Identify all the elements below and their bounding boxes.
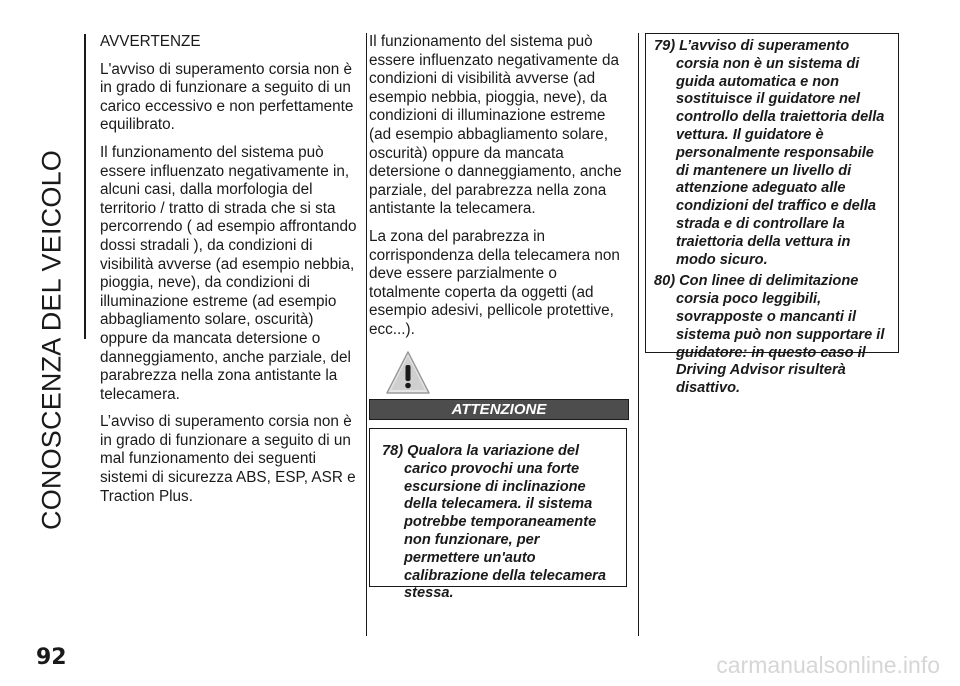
warning-title: ATTENZIONE	[369, 399, 629, 420]
note-item: 78) Qualora la variazione del carico provochi una forte escursione di inclinazione della telecamera. il sistema potrebbe temporaneamente non funzionare, per permettere un'auto calibrazione della telecamera stessa.	[382, 443, 606, 602]
watermark: carmanualsonline.info	[716, 652, 940, 678]
warning-note-box-2	[645, 33, 899, 397]
section-title-text: CONOSCENZA DEL VEICOLO	[36, 150, 67, 530]
column-1	[100, 33, 358, 515]
paragraph: Il funzionamento del sistema può essere influenzato negativamente da condizioni di visibilità avverse (ad esempio nebbia, pioggia, neve), da condizioni di illuminazione estreme (ad esempio abbagliamento solare, oscurità) oppure da mancata detersione o danneggiamento, anche parziale, del parabrezza nella zona antistante la telecamera.	[369, 33, 622, 218]
column-divider-2	[638, 33, 639, 636]
note-item: 79) L’avviso di superamento corsia non è un sistema di guida automatica e non sostituisce il guidatore nel controllo della traiettoria della vettura. Il guidatore è personalmente responsabile di mantenere un livello di attenzione adeguato alle condizioni del traffico e della strada e di controllare la traiettoria della vettura in modo sicuro.	[654, 38, 885, 268]
column-divider-1	[366, 33, 367, 636]
column-2	[369, 33, 631, 349]
section-divider	[84, 34, 86, 339]
warning-note-box	[369, 428, 627, 602]
paragraph: La zona del parabrezza in corrispondenza della telecamera non deve essere parzialmente o totalmente coperta da oggetti (ad esempio adesivi, pellicole protettive, ecc...).	[369, 227, 620, 338]
paragraph: Il funzionamento del sistema può essere influenzato negativamente in, alcuni casi, dalla morfologia del territorio / tratto di strada che si sta percorrendo ( ad esempio affrontando dossi stradali ), da condizioni di visibilità avverse (ad esempio nebbia, pioggia, neve), da condizioni di illuminazione estreme (ad esempio abbagliamento solare, oscurità) oppure da mancata detersione o danneggiamento, anche parziale, del parabrezza nella zona antistante la telecamera.	[100, 143, 357, 403]
column-1-heading: AVVERTENZE	[100, 33, 201, 50]
warning-triangle-icon	[385, 350, 431, 396]
note-item: 80) Con linee di delimitazione corsia poco leggibili, sovrapposte o mancanti il sistema può non supportare il guidatore: in questo caso il Driving Advisor risulterà disattivo.	[654, 273, 885, 397]
paragraph: L'avviso di superamento corsia non è in grado di funzionare a seguito di un carico eccessivo e non perfettamente equilibrato.	[100, 60, 354, 134]
paragraph: L’avviso di superamento corsia non è in grado di funzionare a seguito di un mal funzionamento dei seguenti sistemi di sicurezza ABS, ESP, ASR e Traction Plus.	[100, 413, 356, 505]
page-number: 92	[36, 645, 67, 670]
